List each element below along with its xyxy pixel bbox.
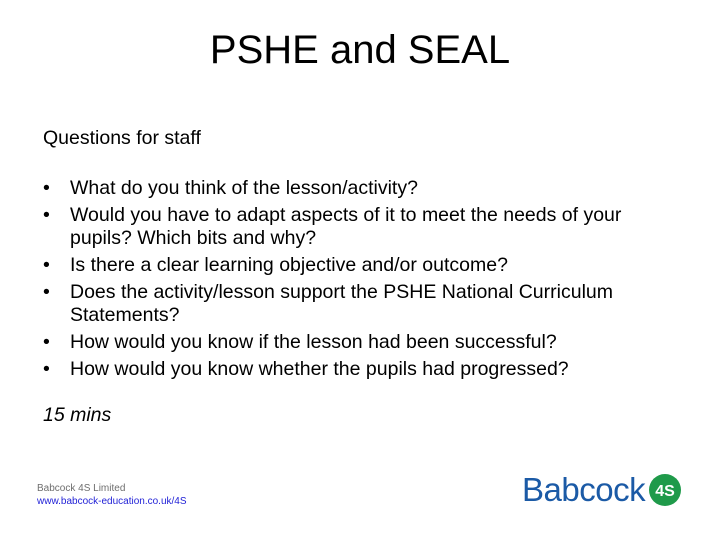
bullet-icon: • — [43, 281, 50, 303]
question-list — [43, 177, 683, 381]
question-item — [43, 204, 683, 250]
bullet-icon: • — [43, 331, 50, 353]
question-text: Does the activity/lesson support the PSHE National Curriculum Statements? — [70, 281, 613, 326]
question-text: Is there a clear learning objective and/or outcome? — [70, 254, 508, 276]
bullet-icon: • — [43, 254, 50, 276]
question-text: How would you know if the lesson had been successful? — [70, 331, 557, 353]
logo-badge-icon — [648, 473, 682, 507]
footer-company: Babcock 4S Limited — [37, 483, 126, 494]
question-item — [43, 177, 683, 200]
bullet-icon: • — [43, 177, 50, 199]
bullet-icon: • — [43, 204, 50, 226]
footer-link[interactable]: www.babcock-education.co.uk/4S — [37, 496, 187, 507]
intro-text: Questions for staff — [43, 127, 201, 149]
question-text: How would you know whether the pupils had progressed? — [70, 358, 569, 380]
time-note: 15 mins — [43, 404, 112, 426]
bullet-icon: • — [43, 358, 50, 380]
question-text: Would you have to adapt aspects of it to meet the needs of your pupils? Which bits and why? — [70, 204, 622, 249]
logo-badge-text: 4S — [655, 483, 675, 500]
slide-title: PSHE and SEAL — [209, 28, 511, 72]
slide-content — [43, 127, 683, 447]
babcock-logo — [522, 472, 682, 508]
question-item — [43, 281, 683, 327]
question-item — [43, 254, 683, 277]
question-item — [43, 358, 683, 381]
question-item — [43, 331, 683, 354]
footer — [37, 482, 187, 508]
logo-wordmark: Babcock — [522, 471, 646, 508]
question-text: What do you think of the lesson/activity? — [70, 177, 418, 199]
